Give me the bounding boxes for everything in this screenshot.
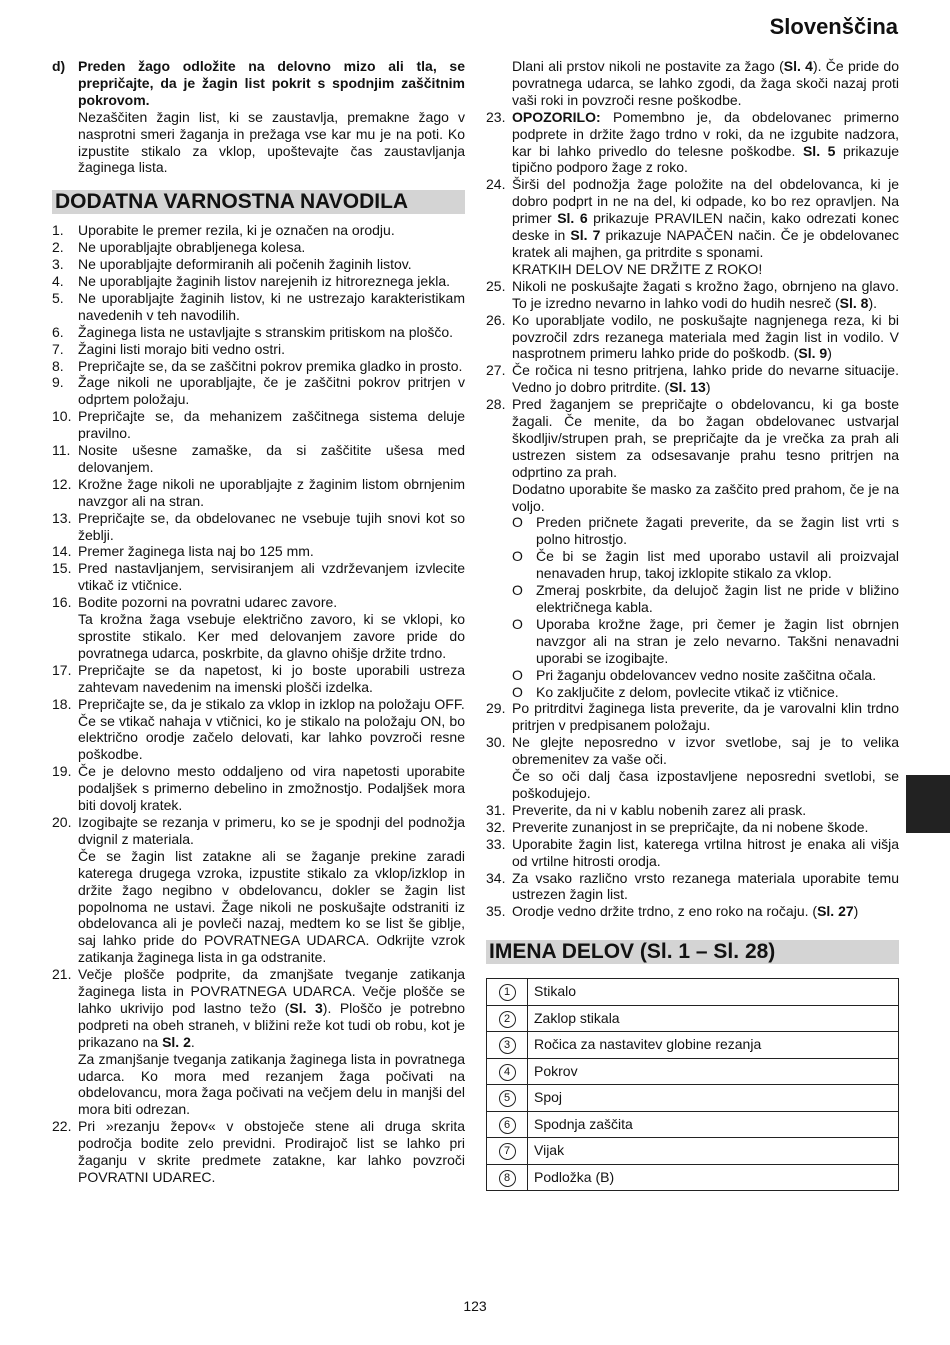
list-item [486,734,899,802]
list-item [52,543,465,560]
part-number: 8 [499,1170,516,1187]
item-number: 33. [486,835,506,852]
item-text: Za vsako različno vrsto rezanega materiala uporabite temu ustrezen žagin list. [512,869,899,903]
item-number: 4. [52,272,64,289]
item-text: Ne uporabljajte žaginih listov narejenih iz hitroreznega jekla. [78,272,450,289]
list-item [52,1118,465,1186]
item-extra-text: KRATKIH DELOV NE DRŽITE Z ROKO! [512,260,763,277]
item-number: 2. [52,239,64,256]
item-extra-text: Dodatno uporabite še masko za zaščito pred prahom, če je na voljo. [512,480,899,514]
part-number: 1 [499,984,516,1001]
item-extra-text: Ta krožna žaga vsebuje električno zavoro, ki se vklopi, ko sprostite stikalo. Ker med delovanjem zavore pride do povratnega udarca, poskrbite, da glavno ohišje držite trdno. [78,611,465,661]
list-item [52,222,465,239]
item-text: Žagini listi morajo biti vedno ostri. [78,340,285,357]
list-item [52,256,465,273]
item-text: Ne glejte neposredno v izvor svetlobe, saj je to velika obremenitev za vaše oči. [512,734,899,768]
list-item: 28. Pred žaganjem se prepričajte o obdelovancu, ki ga boste žagali. Če menite, da bo žagan obdelovanec ustvarjal škodljiv/strupen prah, se prepričajte da je vrečka za prah ali ustrezen sistem za odsesavanje prahu tesno pritrjen na odprtino za prah. Dodatno uporabite še masko za zaščito pred prahom, če je na voljo. [486,396,899,514]
parts-table [486,978,899,1191]
part-name: Zaklop stikala [528,1005,899,1032]
part-name: Spoj [528,1085,899,1112]
parts-row [487,1138,899,1165]
item-text: Ne uporabljajte deformiranih ali počenih žaginih listov. [78,256,412,273]
item-text: Pred nastavljanjem, servisiranjem ali vzdrževanjem izvlecite vtikač iz vtičnice. [78,560,465,594]
section-thumb-tab [906,775,950,833]
item-text: Po pritrditvi žaginega lista preverite, da je varovalni klin trdno pritrjen v predpisanem položaju. [512,700,899,734]
list-item [52,763,465,814]
language-label: Slovenščina [769,14,898,39]
bullet-icon: O [512,582,523,599]
item-number: 7. [52,340,64,357]
list-item [52,696,465,764]
item-text: ). Ploščo je potrebno podpreti na obeh straneh, v bližini reže kot tudi ob robu, kot je prikazano na [78,999,466,1050]
bullet-text: Zmeraj poskrbite, da delujoč žagin list ne pride v bližino električnega kabla. [536,582,899,615]
right-column [486,58,899,1191]
figure-ref: Sl. 6 [557,210,588,227]
item-number: 34. [486,869,506,886]
item-text: Prepričajte se da napetost, ki jo boste uporabili ustreza zahtevam navedenim na imenski plošči izdelka. [78,661,465,695]
item-text: Prepričajte se, da obdelovanec ne vsebuje tujih snovi kot so žeblji. [78,509,465,543]
item-text: Uporabite le premer rezila, ki je označen na orodju. [78,222,395,239]
bullet-text: Če bi se žagin list med uporabo ustavil ali proizvajal nenavaden hrup, takoj izklopite stikalo za vklop. [536,548,899,582]
list-item [52,442,465,476]
item-text: Preverite, da ni v kablu nobenih zarez ali prask. [512,801,807,818]
part-name: Podložka (B) [528,1164,899,1191]
figure-ref: Sl. 7 [570,227,601,244]
item-text: Žaginega lista ne ustavljajte s stranskim pritiskom na ploščo. [78,323,454,340]
part-name: Pokrov [528,1058,899,1085]
item-number: 29. [486,700,506,717]
parts-row [487,979,899,1006]
parts-row [487,1164,899,1191]
item-extra-text: Če se žagin list zatakne ali se žaganje prekine zaradi katerega drugega vzroka, izpustite stikalo za vklop/izklop in držite žago negibno v obdelovancu, dokler se žagin list popolnoma ne ustavi. Žage nikoli ne poskušajte odstraniti iz obdelovanca ali je povleči nazaj, medtem ko se list še giblje, saj lahko pride do POVRATNEGA UDARCA. Odkrijte vzrok zatikanja žaginega lista in ga odstranite. [78,847,465,966]
item-extra-text: Če so oči dalj časa izpostavljene neposredni svetlobi, se poškodujejo. [512,768,899,801]
item-text: Če je delovno mesto oddaljeno od vira napetosti uporabite podaljšek s primerno debelino in zmožnostjo. Podaljšek mora biti dovolj kratek. [78,763,465,814]
item-text: Ne uporabljajte obrabljenega kolesa. [78,239,306,256]
item-text: Preverite zunanjost in se prepričajte, da ni nobene škode. [512,818,869,835]
item-extra-text: Za zmanjšanje tveganja zatikanja žaginega lista in povratnega udarca. Ko mora med rezanjem žaga počivati na obdelovancu, mora žaga počivati na večjem delu in manjši del mora biti odrezan. [78,1050,465,1118]
item-number: 11. [52,442,71,459]
figure-ref: Sl. 3 [289,999,323,1016]
part-name: Ročica za nastavitev globine rezanja [528,1032,899,1059]
list-item-continuation: Dlani ali prstov nikoli ne postavite za žago (Sl. 4). Če pride do povratnega udarca, se lahko zgodi, da žaga skoči nazaj proti vaši roki in povzroči resne poškodbe. [512,58,900,108]
list-item [52,374,465,408]
item-text: Žage nikoli ne uporabljajte, če je zaščitni pokrov pritrjen v odprtem položaju. [78,374,465,408]
bullet-list [486,514,899,700]
list-item [52,594,465,662]
parts-row [487,1058,899,1085]
parts-row [487,1005,899,1032]
item-number: 19. [52,763,72,780]
item-number: 32. [486,818,506,835]
list-item [52,966,465,1118]
safety-list-continued [486,700,899,903]
parts-row [487,1085,899,1112]
list-item [52,58,465,176]
figure-ref: Sl. 8 [839,294,869,311]
item-number: 10. [52,408,72,425]
bullet-icon: O [512,615,523,632]
item-text: Uporabite žagin list, katerega vrtilna hitrost je enaka ali višja od vrtilne hitrosti orodja. [512,835,899,869]
item-text: . [190,1033,195,1050]
item-number: 15. [52,560,72,577]
item-number: 30. [486,734,506,751]
list-item [486,836,899,870]
list-item [52,510,465,544]
part-name: Spodnja zaščita [528,1111,899,1138]
item-number: 12. [52,475,72,492]
figure-ref: Sl. 2 [162,1033,191,1050]
item-number: 1. [52,222,64,239]
item-text: Prepričajte se, da se zaščitni pokrov premika gladko in prosto. [78,357,463,374]
part-number: 3 [499,1037,516,1054]
item-text: Nezaščiten žagin list, ki se zaustavlja, premakne žago v nasprotni smeri žaganja in prežaga vse kar mu je na poti. Ko izpustite stikalo za vklop, upoštevajte čas zaustavljanja žaginega lista. [78,108,465,176]
item-number: 20. [52,813,72,830]
part-name: Stikalo [528,979,899,1006]
part-number: 7 [499,1143,516,1160]
list-item: 26. Ko uporabljate vodilo, ne poskušajte nagnjenega reza, ki bi povzročil zdrs rezanega materiala med žagin list in vodilo. V nasprotnem primeru lahko pride do poškodb. (Sl. 9) [486,311,899,362]
bullet-icon: O [512,683,523,700]
item-text: Ne uporabljajte žaginih listov, ki ne ustrezajo karakteristikam navedenih v teh navodilih. [78,289,465,323]
item-text: Bodite pozorni na povratni udarec zavore. [78,594,338,611]
figure-ref: Sl. 9 [798,345,828,362]
bullet-text: Pri žaganju obdelovancev vedno nosite zaščitna očala. [536,666,877,683]
list-item [52,662,465,696]
list-item [52,290,465,324]
item-number: 16. [52,594,72,611]
list-item [52,560,465,594]
bullet-item [486,514,899,548]
figure-ref: Sl. 27 [817,903,854,920]
item-number: 17. [52,661,72,678]
list-item [52,358,465,375]
bullet-item [486,684,899,701]
list-item: 27. Če ročica ni tesno pritrjena, lahko pride do nevarne situacije. Vedno jo dobro pritrdite. (Sl. 13) [486,362,899,396]
part-number: 4 [499,1064,516,1081]
item-text: Večje plošče podprite, da zmanjšate tveganje zatikanja žaginega lista in POVRATNEGA UDARCA. Večje plošče se lahko ukrivijo pod lastno težo ( [78,966,465,1016]
parts-row [487,1111,899,1138]
item-extra-text: Če se vtikač nahaja v vtičnici, ko je stikalo na položaju ON, bo električno orodje začelo delovati, kar lahko povzroči resne poškodbe. [78,712,465,763]
figure-ref: Sl. 4 [783,58,813,74]
list-item: 24. Širši del podnožja žage položite na del obdelovanca, ki je dobro podprt in ne na del, ki odpade, ko bo rez opravljen. Na primer Sl. 6 prikazuje PRAVILEN način, kako odrezati konec deske in Sl. 7 prikazuje NAPAČEN način. Če je obdelovanec kratek ali majhen, ga pritrdite s sponami. KRATKIH DELOV NE DRŽITE Z ROKO! [486,176,900,277]
item-text: Prepričajte se, da je stikalo za vklop in izklop na položaju OFF. [78,695,465,712]
list-item: 25. Nikoli ne poskušajte žagati s krožno žago, obrnjeno na glavo. To je izredno nevarno in lahko vodi do hudih nesreč (Sl. 8). [486,277,899,311]
bullet-item [486,548,899,582]
section-heading-safety: DODATNA VARNOSTNA NAVODILA [52,190,465,214]
item-text: Izogibajte se rezanja v primeru, ko se je spodnji del podnožja dvignil z materiala. [78,813,465,847]
left-column [52,58,465,1186]
item-number: 3. [52,256,64,273]
part-number: 5 [499,1090,516,1107]
warning-label: OPOZORILO: [512,108,601,125]
bullet-text: Preden pričnete žagati preverite, da se žagin list vrti s polno hitrostjo. [536,514,899,548]
part-name: Vijak [528,1138,899,1165]
bullet-icon: O [512,666,523,683]
bullet-text: Uporaba krožne žage, pri čemer je žagin list obrnjen navzgor ali na stran je zelo nevarno. Takšni nenavadni uporabi se izogibajte. [536,615,899,666]
bullet-item [486,582,899,616]
list-item: 35. Orodje vedno držite trdno, z eno roko na ročaju. (Sl. 27) [486,903,859,920]
item-number: 8. [52,357,64,374]
figure-ref: Sl. 13 [669,379,706,396]
item-text: Nosite ušesne zamaške, da si zaščitite ušesa med delovanjem. [78,442,465,475]
item-number: 22. [52,1118,72,1135]
parts-row [487,1032,899,1059]
safety-list [52,222,465,1186]
bullet-item [486,616,899,667]
item-text: Pri »rezanju žepov« v obstoječe stene ali druga skrita področja bodite zelo previdni. Prodirajoč list se lahko pri žaganju v skrite predmete zatakne, kar lahko povzroči POVRATNI UDAREC. [78,1118,465,1185]
item-number: 5. [52,289,64,306]
item-number: 21. [52,966,72,983]
item-text: Premer žaginega lista naj bo 125 mm. [78,543,314,560]
bullet-text: Ko zaključite z delom, povlecite vtikač iz vtičnice. [536,683,839,700]
list-item [52,239,465,256]
item-number: 14. [52,543,72,560]
list-item [486,819,899,836]
item-number: 13. [52,509,72,526]
list-item [52,324,465,341]
list-item [52,408,465,442]
list-item [52,341,465,358]
figure-ref: Sl. 5 [802,142,836,159]
bullet-item [486,667,899,684]
list-item: 23. OPOZORILO: Pomembno je, da obdelovanec primerno podprete in držite žago trdno v roki, da ne izgubite nadzora, kar bi lahko privedlo do telesne poškodbe. Sl. 5 prikazuje tipično podporo žage z roko. [486,108,899,176]
section-heading-parts: IMENA DELOV (Sl. 1 – Sl. 28) [486,940,899,964]
item-number: 31. [486,801,506,818]
list-item [486,870,899,904]
list-item [52,476,465,510]
item-number: 6. [52,323,64,340]
item-number: d) [52,58,66,74]
item-text: Krožne žage nikoli ne uporabljajte z žaginim listom obrnjenim navzgor ali na stran. [78,475,465,509]
page-number: 123 [463,1298,487,1314]
list-item [52,814,465,966]
list-item [486,700,899,734]
part-number: 2 [499,1011,516,1028]
item-bold-text: Preden žago odložite na delovno mizo ali tla, se prepričajte, da je žagin list pokrit s spodnjim zaščitnim pokrovom. [78,58,465,108]
item-number: 9. [52,374,64,391]
list-item [486,802,899,819]
bullet-icon: O [512,548,523,565]
item-text: Prepričajte se, da mehanizem zaščitnega sistema deluje pravilno. [78,408,465,442]
bullet-icon: O [512,514,523,531]
item-number: 18. [52,695,72,712]
list-item [52,273,465,290]
part-number: 6 [499,1117,516,1134]
